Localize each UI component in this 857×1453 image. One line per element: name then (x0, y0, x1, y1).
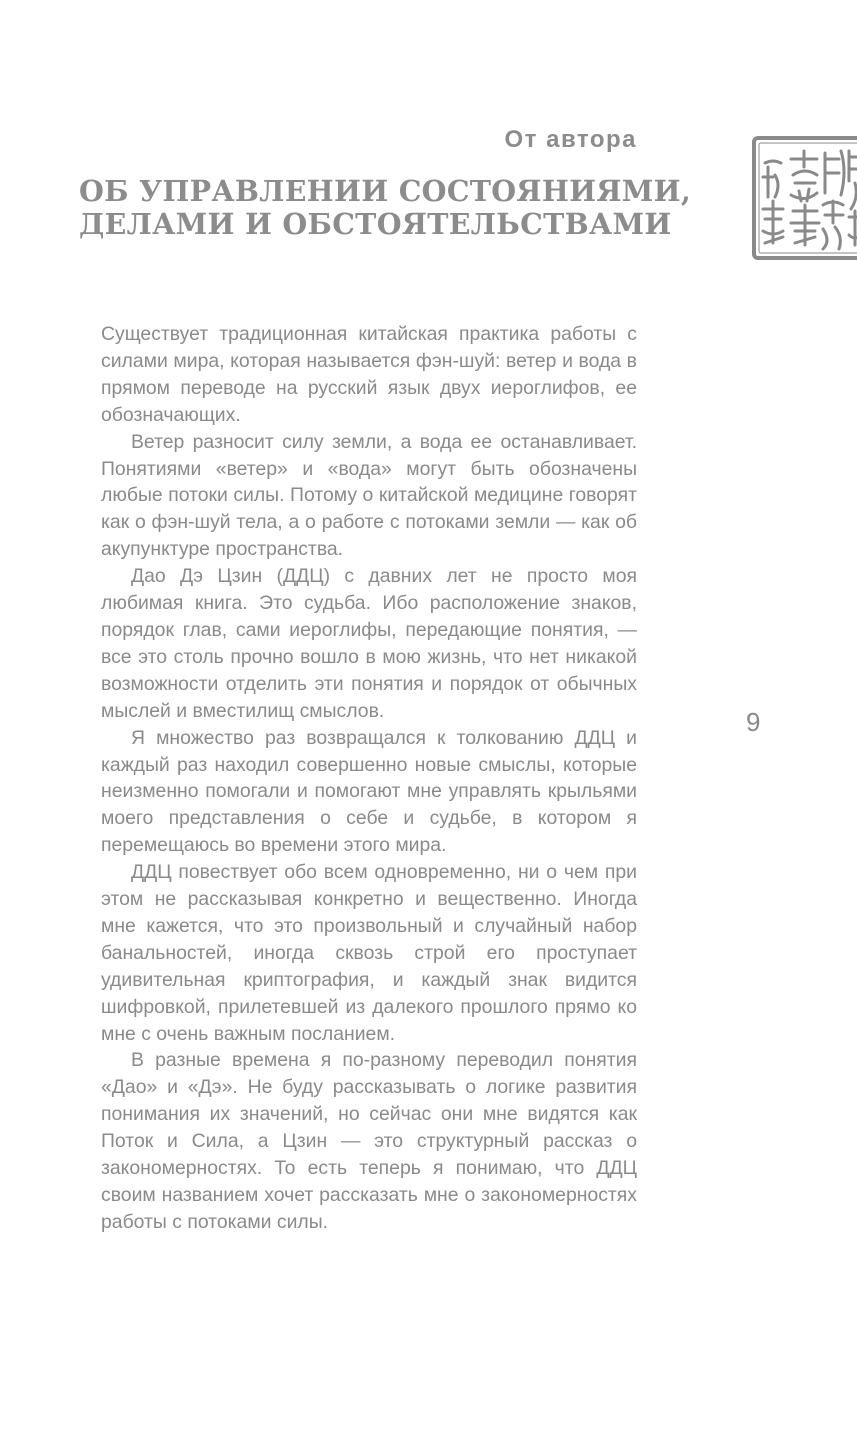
body-text (101, 321, 637, 1236)
paragraph-3: Дао Дэ Цзин (ДДЦ) с давних лет не просто моя любимая книга. Это судьба. Ибо расположение знаков, порядок глав, сами иероглифы, передающие понятия, — все это столь прочно вошло в мою жизнь, что нет никакой возможности отделить эти понятия и порядок от обычных мыслей и вместилищ смыслов. (101, 565, 637, 722)
chinese-seal (751, 135, 857, 261)
paragraph-1: Существует традиционная китайская практика работы с силами мира, которая называется фэн-шуй: ветер и вода в прямом переводе на русский язык двух иероглифов, ее обозначающих. (101, 323, 637, 426)
paragraph-2: Ветер разносит силу земли, а вода ее останавливает. Понятиями «ветер» и «вода» могут быть обозначены любые потоки силы. Потому о китайской медицине говорят как о фэн-шуй тела, а о работе с потоками земли — как об акупунктуре пространства. (101, 430, 637, 561)
chapter-title-line-1: ОБ УПРАВЛЕНИИ СОСТОЯНИЯМИ, (79, 174, 692, 208)
chapter-title (79, 174, 692, 241)
paragraph-4: Я множество раз возвращался к толкованию ДДЦ и каждый раз находил совершенно новые смыслы, которые неизменно помогали и помогают мне управлять крыльями моего представления о себе и судьбе, в котором я перемещаюсь во времени этого мира. (101, 726, 637, 857)
seal-stamp-icon (751, 135, 857, 261)
paragraph-5: ДДЦ повествует обо всем одновременно, ни о чем при этом не рассказывая конкретно и вещественно. Иногда мне кажется, что это произвольный и случайный набор банальностей, иногда сквозь строй его проступает удивительная криптография, и каждый знак видится шифровкой, прилетевшей из далекого прошлого прямо ко мне с очень важным посланием. (101, 861, 637, 1045)
page-number: 9 (746, 707, 761, 737)
paragraph-6: В разные времена я по-разному переводил понятия «Дао» и «Дэ». Не буду рассказывать о логике развития понимания их значений, но сейчас они мне видятся как Поток и Сила, а Цзин — это структурный рассказ о закономерностях. То есть теперь я понимаю, что ДДЦ своим названием хочет рассказать мне о закономерностях работы с потоками силы. (101, 1049, 637, 1233)
section-label: От автора (504, 126, 637, 153)
chapter-title-line-2: ДЕЛАМИ И ОБСТОЯТЕЛЬСТВАМИ (79, 207, 672, 241)
